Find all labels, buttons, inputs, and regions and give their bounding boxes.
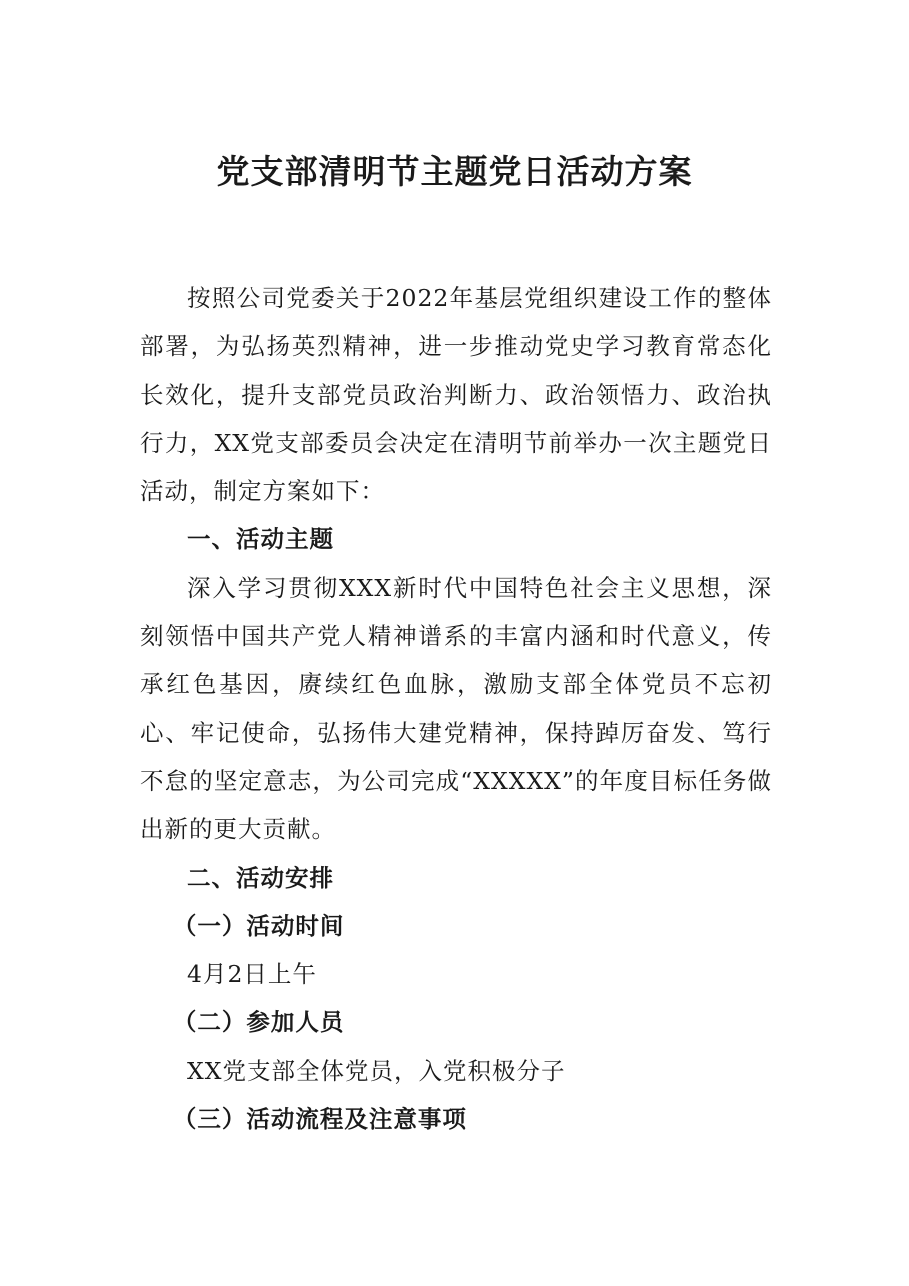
subheading-time: （一）活动时间 (172, 911, 345, 940)
time-text: 4月2日上午 (187, 960, 317, 989)
section-heading-theme: 一、活动主题 (187, 525, 334, 554)
subheading-participants: （二）参加人员 (172, 1008, 345, 1037)
intro-paragraph: 按照公司党委关于2022年基层党组织建设工作的整体部署，为弘扬英烈精神，进一步推动党史学习教育常态化长效化，提升支部党员政治判断力、政治领悟力、政治执行力，XX党支部委员会决定在清明节前举办一次主题党日活动，制定方案如下： (140, 284, 772, 506)
document-body (140, 274, 772, 1143)
subheading-process: （三）活动流程及注意事项 (172, 1105, 467, 1134)
document-title: 党支部清明节主题党日活动方案 (216, 152, 693, 191)
theme-paragraph: 深入学习贯彻XXX新时代中国特色社会主义思想，深刻领悟中国共产党人精神谱系的丰富内涵和时代意义，传承红色基因，赓续红色血脉，激励支部全体党员不忘初心、牢记使命，弘扬伟大建党精神，保持踔厉奋发、笃行不怠的坚定意志，为公司完成“XXXXX”的年度目标任务做出新的更大贡献。 (140, 573, 772, 844)
participants-text: XX党支部全体党员，入党积极分子 (187, 1056, 566, 1085)
section-heading-arrangement: 二、活动安排 (187, 863, 334, 892)
